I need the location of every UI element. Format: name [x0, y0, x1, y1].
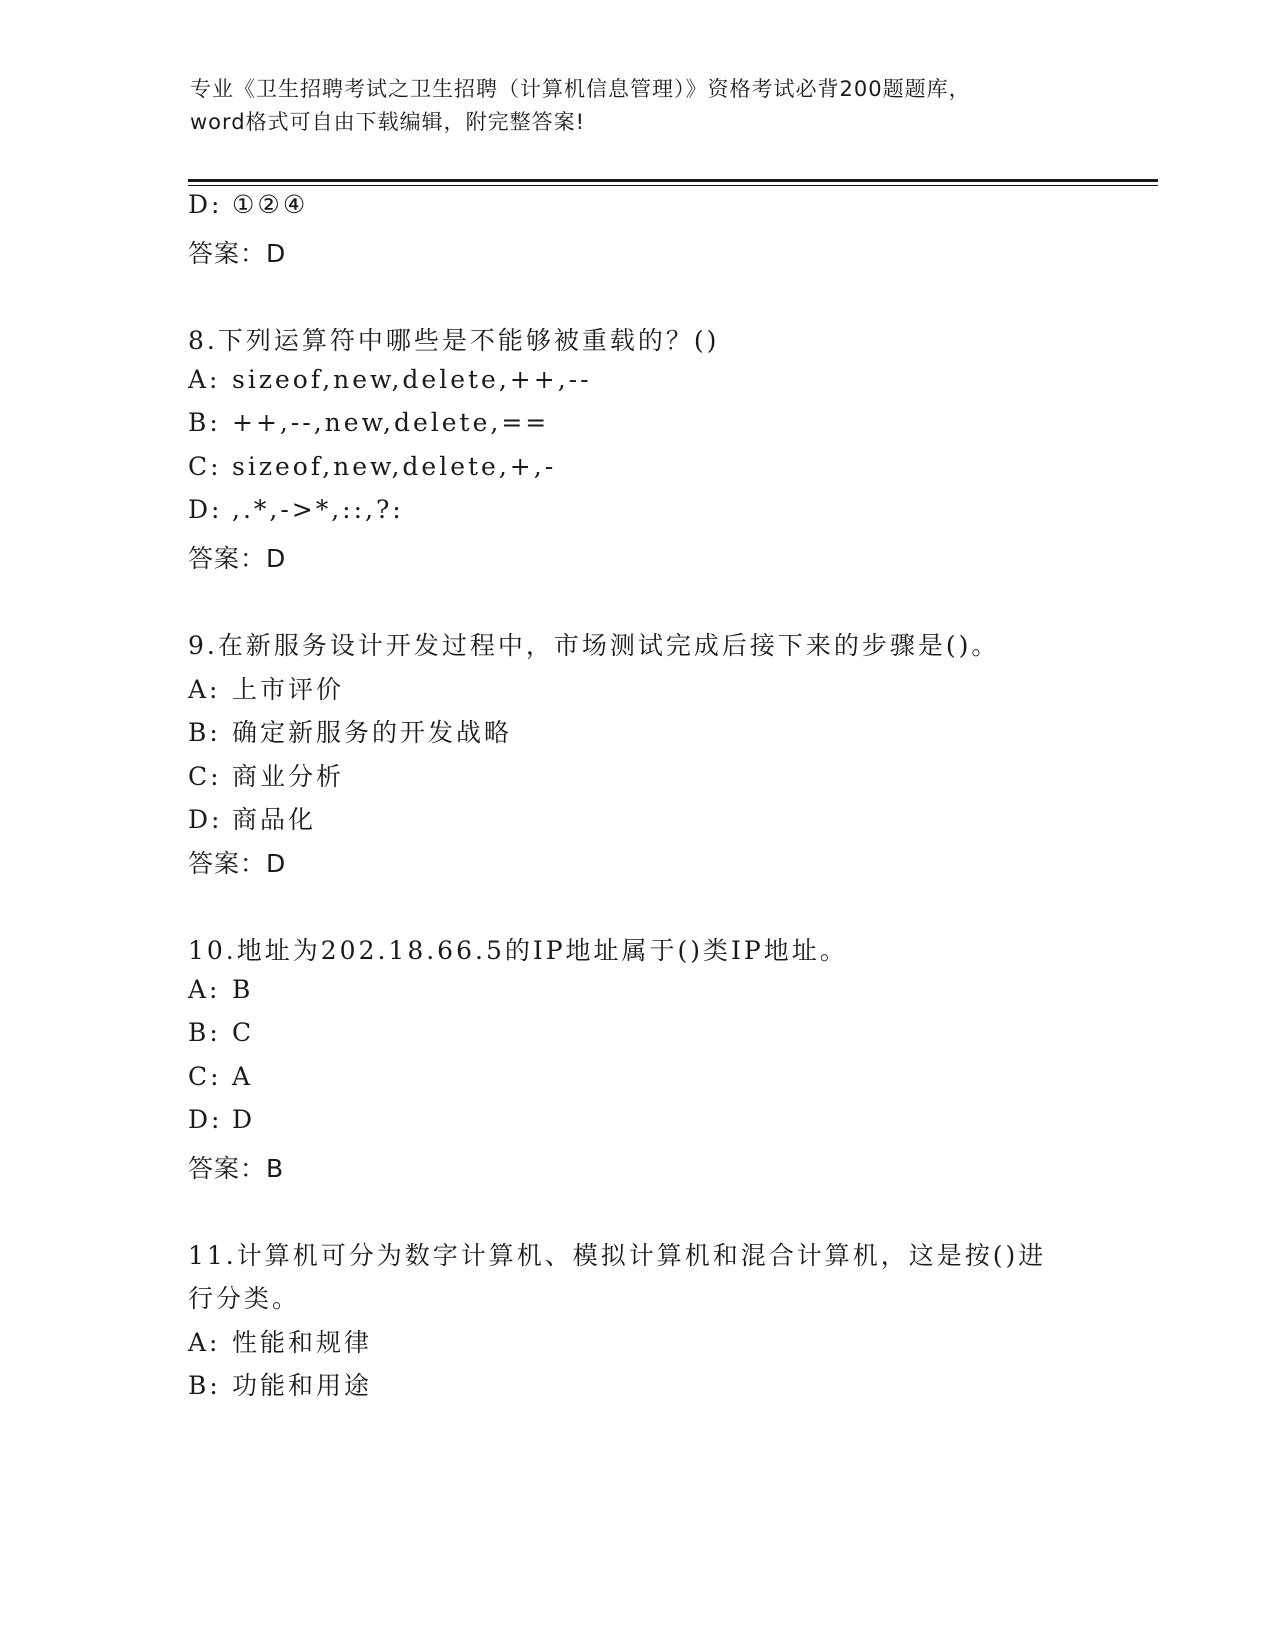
q9-option-a	[188, 670, 344, 706]
option-label: C:	[188, 452, 222, 481]
option-text: 功能和用途	[232, 1371, 373, 1400]
option-text: 商业分析	[232, 762, 345, 791]
document-header	[190, 73, 1090, 139]
q8-option-c	[188, 452, 556, 481]
q11-option-b	[188, 1366, 372, 1402]
q9-stem: 9.在新服务设计开发过程中，市场测试完成后接下来的步骤是()。	[188, 631, 1000, 660]
option-text: B	[232, 975, 254, 1004]
option-text: ①②④	[232, 190, 309, 219]
option-text: 商品化	[232, 805, 317, 834]
q10-option-b	[188, 1018, 254, 1047]
q9-option-b	[188, 713, 512, 749]
option-label: B:	[188, 408, 221, 437]
q11-stem-line-1: 11.计算机可分为数字计算机、模拟计算机和混合计算机，这是按()进	[188, 1241, 1047, 1270]
option-label: B:	[188, 1018, 221, 1047]
option-text: D	[232, 1105, 256, 1134]
q9-option-c	[188, 757, 344, 793]
option-label: C:	[188, 762, 222, 791]
q8-option-d	[188, 495, 404, 524]
option-text: C	[232, 1018, 255, 1047]
option-text: A	[232, 1062, 254, 1091]
option-text: 性能和规律	[232, 1328, 373, 1357]
q10-answer: 答案：B	[188, 1154, 285, 1183]
header-line-1: 专业《卫生招聘考试之卫生招聘（计算机信息管理）》资格考试必背200题题库，	[190, 77, 971, 101]
option-text: 上市评价	[232, 675, 345, 704]
q8-answer: 答案：D	[188, 544, 287, 573]
q8-stem: 8.下列运算符中哪些是不能够被重载的？()	[188, 326, 720, 355]
option-label: A:	[188, 975, 221, 1004]
q10-option-c	[188, 1062, 253, 1091]
option-text: sizeof,new,delete,+,-	[232, 452, 557, 481]
option-text: sizeof,new,delete,++,--	[232, 365, 592, 394]
option-label: A:	[188, 675, 221, 704]
q8-option-b	[188, 408, 549, 437]
option-label: B:	[188, 1371, 221, 1400]
q9-option-d	[188, 800, 316, 836]
option-text: 确定新服务的开发战略	[232, 718, 513, 747]
header-line-2: word格式可自由下载编辑，附完整答案!	[190, 110, 586, 134]
header-divider-thin	[188, 185, 1158, 186]
q11-stem-line-2: 行分类。	[188, 1284, 301, 1313]
option-label: D:	[188, 495, 223, 524]
prev-option-d	[188, 190, 308, 219]
option-label: D:	[188, 1105, 223, 1134]
option-label: D:	[188, 190, 223, 219]
option-text: ,.*,->*,::,?:	[232, 495, 404, 524]
q9-answer: 答案：D	[188, 849, 287, 878]
option-label: D:	[188, 805, 223, 834]
prev-answer: 答案：D	[188, 239, 287, 268]
option-label: A:	[188, 1328, 221, 1357]
header-divider-thick	[188, 179, 1158, 182]
option-label: B:	[188, 718, 221, 747]
option-text: ++,--,new,delete,==	[232, 408, 550, 437]
q8-option-a	[188, 365, 592, 394]
q10-option-d	[188, 1105, 255, 1134]
q11-option-a	[188, 1323, 372, 1359]
option-label: C:	[188, 1062, 222, 1091]
option-label: A:	[188, 365, 221, 394]
q10-option-a	[188, 975, 253, 1004]
q10-stem: 10.地址为202.18.66.5的IP地址属于()类IP地址。	[188, 936, 848, 965]
